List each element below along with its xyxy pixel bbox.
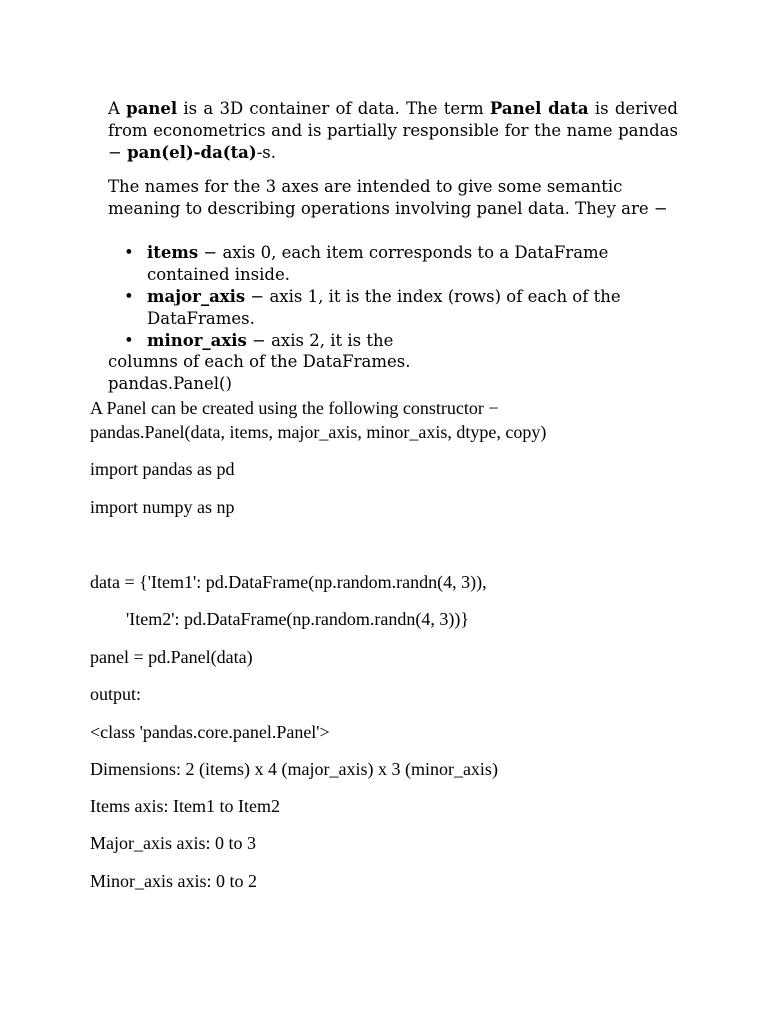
output-dimensions: Dimensions: 2 (items) x 4 (major_axis) x 3 (minor_axis) xyxy=(90,759,498,779)
constructor-intro: A Panel can be created using the following constructor − xyxy=(90,398,499,418)
text-run: -s. xyxy=(256,143,276,162)
output-class-line: <class 'pandas.core.panel.Panel'> xyxy=(90,722,330,742)
code-import-numpy: import numpy as np xyxy=(90,497,235,517)
bullet-icon: • xyxy=(124,243,134,262)
list-item-desc: − axis 0, each item corresponds to a DataFrame contained inside. xyxy=(147,243,609,284)
code-data-line-2: 'Item2': pd.DataFrame(np.random.randn(4, 3))} xyxy=(90,609,470,629)
axes-paragraph: The names for the 3 axes are intended to give some semantic meaning to describing operations involving panel data. They are − xyxy=(108,177,668,218)
list-item-desc: − axis 2, it is the xyxy=(246,331,394,350)
output-minor-axis: Minor_axis axis: 0 to 2 xyxy=(90,871,257,891)
bullet-continuation: columns of each of the DataFrames. xyxy=(108,352,411,371)
constructor-signature: pandas.Panel(data, items, major_axis, minor_axis, dtype, copy) xyxy=(90,422,547,442)
code-import-pandas: import pandas as pd xyxy=(90,459,235,479)
list-item-items xyxy=(108,242,668,286)
list-item-term: items xyxy=(147,243,199,262)
panel-call-text: pandas.Panel() xyxy=(108,374,232,393)
list-item-term: minor_axis xyxy=(147,331,247,350)
text-run: is a 3D container of data. The term xyxy=(177,99,490,118)
output-items-axis: Items axis: Item1 to Item2 xyxy=(90,796,280,816)
code-panel-line: panel = pd.Panel(data) xyxy=(90,647,253,667)
axes-list xyxy=(108,242,668,352)
output-major-axis: Major_axis axis: 0 to 3 xyxy=(90,833,256,853)
bullet-icon: • xyxy=(124,331,134,350)
text-run: is derived from econometrics and is partially responsible for the name pandas − xyxy=(108,99,678,162)
bold-term-panel: panel xyxy=(126,99,178,118)
intro-paragraph xyxy=(108,98,678,164)
bullet-icon: • xyxy=(124,287,134,306)
bold-term-panel-data: Panel data xyxy=(489,99,589,118)
bold-term-pandas-origin: pan(el)-da(ta) xyxy=(127,143,257,162)
text-run: A xyxy=(108,99,127,118)
list-item-term: major_axis xyxy=(147,287,246,306)
code-data-line-1: data = {'Item1': pd.DataFrame(np.random.randn(4, 3)), xyxy=(90,572,487,592)
list-item-major-axis xyxy=(108,286,668,330)
output-label: output: xyxy=(90,684,142,704)
list-item-desc: − axis 1, it is the index (rows) of each of the DataFrames. xyxy=(147,287,621,328)
list-item-minor-axis xyxy=(108,330,668,352)
